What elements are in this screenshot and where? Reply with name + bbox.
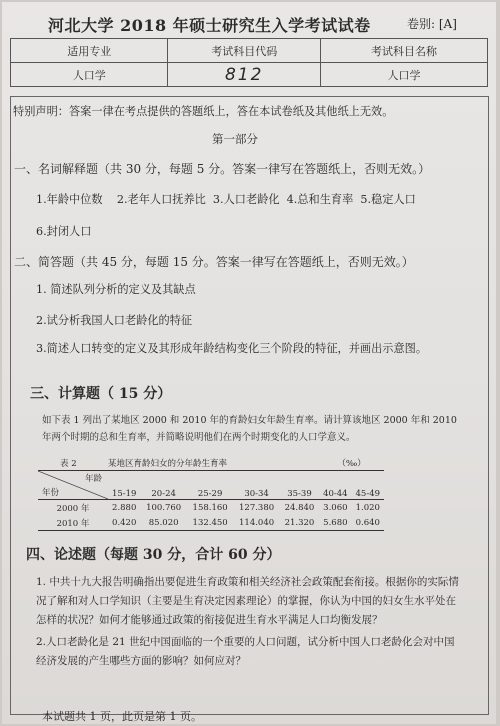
table-cell: 24.840 [284,502,315,513]
table-cell: 158.160 [192,502,228,513]
section3-heading: 三、计算题（ 15 分） [30,386,172,402]
age-group-header: 20-24 [140,471,186,500]
header-subject-name: 考试科目名称 [321,39,488,63]
row-year: 2000 年 [56,503,90,514]
age-group-header: 45-49 [352,471,384,500]
section4-question-2: 2.人口老龄化是 21 世纪中国面临的一个重要的人口问题，试分析中国人口老龄化会对中国经济发展的产生哪些方面的影响？如何应对？ [36,636,455,667]
header-major: 适用专业 [11,39,168,63]
corner-age-label: 年龄 [84,474,102,484]
table-cell: 0.420 [108,515,140,531]
table-cell: 100.760 [146,502,182,513]
value-major: 人口学 [11,63,168,87]
table-cell: 132.450 [187,515,233,531]
age-group-header: 25-29 [187,471,233,500]
value-subject-name: 人口学 [321,63,488,87]
section4-question-1: 1. 中共十九大报告明确指出要促进生育政策和相关经济社会政策配套衔接。根据你的实际情况了解和对人口学知识（主要是生育决定因素理论）的掌握，你认为中国的妇女生水平处在怎样的状况？如何才能够通过政策的衔接促进生育水平满足人口均衡发展？ [36,576,459,626]
exam-title: 河北大学 2018 年硕士研究生入学考试试卷 [48,16,371,35]
table-cell: 127.380 [239,502,275,513]
paper-type-label: 卷别: [A] [407,17,457,31]
section1-terms-line2: 6.封闭人口 [36,225,92,238]
table-caption-label: 表 2 [60,458,77,469]
section2-question-3: 3.简述人口转变的定义及其形成年龄结构变化三个阶段的特征，并画出示意图。 [36,342,428,355]
special-notice: 特别声明：答案一律在考点提供的答题纸上，答在本试卷纸及其他纸上无效。 [13,105,394,118]
age-group-header: 35-39 [280,471,319,500]
table-cell: 3.060 [323,502,348,513]
table-cell: 5.680 [319,515,351,531]
age-group-header: 40-44 [319,471,351,500]
age-group-header: 15-19 [108,471,140,500]
table-cell: 85.020 [140,515,186,531]
corner-year-label: 年份 [42,488,60,498]
table-caption-title: 某地区育龄妇女的分年龄生育率 [108,458,228,469]
row-year: 2010 年 [38,515,108,531]
value-subject-code: 812 [168,63,321,87]
age-group-header: 30-34 [233,471,279,500]
table-cell: 2.880 [112,502,137,513]
section2-heading: 二、简答题（共 45 分，每题 15 分。答案一律写在答题纸上，否则无效。） [14,255,414,269]
table-cell: 114.040 [233,515,279,531]
table-cell: 1.020 [355,502,380,513]
header-subject-code: 考试科目代码 [168,39,321,63]
table-row [38,515,384,531]
table-cell: 21.320 [280,515,319,531]
section4-heading: 四、论述题（每题 30 分，合计 60 分） [26,547,281,563]
section2-question-1: 1. 简述队列分析的定义及其缺点 [36,283,196,296]
table-row [38,500,384,516]
part-title: 第一部分 [212,132,258,146]
table-cell: 0.640 [352,515,384,531]
page-footer: 本试题共 1 页，此页是第 1 页。 [42,710,202,723]
table-unit: （‰） [337,458,366,469]
table-corner-cell [38,471,108,500]
section1-terms-line1: 1.年龄中位数 2.老年人口抚养比 3.人口老龄化 4.总和生育率 5.稳定人口 [36,193,416,206]
section1-heading: 一、名词解释题（共 30 分，每题 5 分。答案一律写在答题纸上，否则无效。） [14,162,431,176]
section3-question: 如下表 1 列出了某地区 2000 和 2010 年的育龄妇女年龄生育率。请计算该地区 2000 年和 2010 年两个时期的总和生育率，并简略说明他们在两个时期变化的人口学意义。 [42,415,457,443]
section2-question-2: 2.试分析我国人口老龄化的特征 [36,314,193,327]
exam-paper [2,2,496,724]
fertility-rate-table [38,455,384,531]
exam-info-table [10,38,488,87]
